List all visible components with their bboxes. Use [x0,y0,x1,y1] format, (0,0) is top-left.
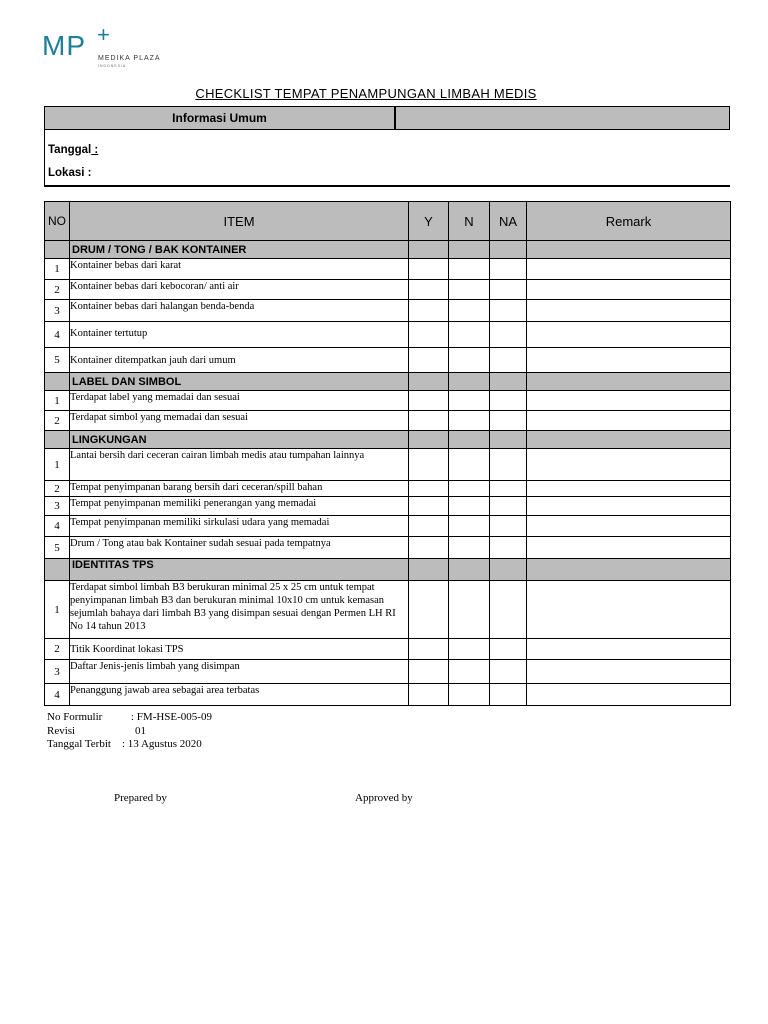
check-na[interactable] [490,516,527,537]
tanggal-field[interactable] [48,144,98,156]
table-row [45,449,731,481]
check-n[interactable] [449,259,490,280]
check-na[interactable] [490,322,527,348]
check-y[interactable] [409,322,449,348]
info-header [44,106,730,130]
row-item-text: Titik Koordinat lokasi TPS [70,639,409,660]
table-row [45,348,731,373]
check-n[interactable] [449,322,490,348]
logo-name: MEDIKA PLAZA [98,55,161,62]
remark-cell[interactable] [527,411,731,431]
check-y[interactable] [409,516,449,537]
row-number: 2 [45,481,70,497]
row-number: 3 [45,300,70,322]
checklist-table [44,201,731,706]
remark-cell[interactable] [527,449,731,481]
check-y[interactable] [409,660,449,684]
remark-cell[interactable] [527,537,731,559]
table-row [45,280,731,300]
check-na[interactable] [490,660,527,684]
col-header-y: Y [409,202,449,241]
check-n[interactable] [449,639,490,660]
check-na[interactable] [490,537,527,559]
info-header-label: Informasi Umum [45,107,396,129]
row-number: 1 [45,259,70,280]
check-n[interactable] [449,300,490,322]
remark-cell[interactable] [527,300,731,322]
row-number: 4 [45,684,70,706]
remark-cell[interactable] [527,497,731,516]
check-y[interactable] [409,639,449,660]
check-na[interactable] [490,449,527,481]
remark-cell[interactable] [527,348,731,373]
check-y[interactable] [409,300,449,322]
row-item-text: Terdapat label yang memadai dan sesuai [70,391,409,411]
section-row [45,373,731,391]
check-y[interactable] [409,411,449,431]
check-na[interactable] [490,684,527,706]
section-row [45,431,731,449]
row-item-text: Tempat penyimpanan memiliki sirkulasi udara yang memadai [70,516,409,537]
row-number: 5 [45,537,70,559]
table-header-row [45,202,731,241]
remark-cell[interactable] [527,639,731,660]
logo-plus-icon: + [97,22,110,47]
col-header-item: ITEM [70,202,409,241]
row-item-text: Terdapat simbol yang memadai dan sesuai [70,411,409,431]
check-y[interactable] [409,497,449,516]
logo-mark: MP [42,30,86,61]
row-number: 2 [45,639,70,660]
check-na[interactable] [490,497,527,516]
table-row [45,537,731,559]
table-row [45,411,731,431]
check-n[interactable] [449,497,490,516]
check-n[interactable] [449,516,490,537]
table-row [45,660,731,684]
col-header-no: NO [45,202,70,241]
check-n[interactable] [449,660,490,684]
section-row [45,241,731,259]
check-y[interactable] [409,259,449,280]
remark-cell[interactable] [527,581,731,639]
table-row [45,481,731,497]
no-formulir-label: No Formulir [47,711,103,723]
check-na[interactable] [490,259,527,280]
lokasi-label: Lokasi : [48,167,92,179]
table-row [45,391,731,411]
col-header-remark: Remark [527,202,731,241]
check-n[interactable] [449,581,490,639]
lokasi-field[interactable] [48,167,91,179]
check-na[interactable] [490,639,527,660]
tanggal-label: Tanggal [48,144,92,156]
check-n[interactable] [449,481,490,497]
table-row [45,516,731,537]
check-na[interactable] [490,581,527,639]
row-item-text: Daftar Jenis-jenis limbah yang disimpan [70,660,409,684]
table-row [45,259,731,280]
check-n[interactable] [449,280,490,300]
check-n[interactable] [449,684,490,706]
table-row [45,322,731,348]
row-number: 2 [45,280,70,300]
tanggal-separator: : [91,144,99,156]
row-item-text: Kontainer bebas dari halangan benda-benda [70,300,409,322]
row-item-text: Lantai bersih dari ceceran cairan limbah medis atau tumpahan lainnya [70,449,409,481]
row-number: 1 [45,449,70,481]
tanggal-terbit-label: Tanggal Terbit [47,738,111,750]
check-y[interactable] [409,280,449,300]
row-number: 3 [45,497,70,516]
check-na[interactable] [490,411,527,431]
check-n[interactable] [449,411,490,431]
section-row [45,559,731,581]
row-number: 4 [45,322,70,348]
check-y[interactable] [409,391,449,411]
col-header-n: N [449,202,490,241]
row-item-text: Tempat penyimpanan memiliki penerangan yang memadai [70,497,409,516]
row-number: 1 [45,391,70,411]
check-na[interactable] [490,391,527,411]
section-title: DRUM / TONG / BAK KONTAINER [70,241,409,259]
remark-cell[interactable] [527,322,731,348]
table-row [45,581,731,639]
logo-subtitle: INDONESIA [98,64,127,68]
section-title: LABEL DAN SIMBOL [70,373,409,391]
remark-cell[interactable] [527,684,731,706]
check-n[interactable] [449,449,490,481]
row-number: 2 [45,411,70,431]
row-item-text: Tempat penyimpanan barang bersih dari ceceran/spill bahan [70,481,409,497]
revisi-label: Revisi [47,724,76,737]
no-formulir-value: : FM-HSE-005-09 [131,711,212,723]
check-y[interactable] [409,449,449,481]
check-n[interactable] [449,348,490,373]
check-y[interactable] [409,537,449,559]
col-header-na: NA [490,202,527,241]
check-na[interactable] [490,481,527,497]
info-section [44,106,730,187]
section-title: LINGKUNGAN [70,431,409,449]
check-y[interactable] [409,581,449,639]
check-y[interactable] [409,684,449,706]
remark-cell[interactable] [527,259,731,280]
table-row [45,639,731,660]
check-na[interactable] [490,280,527,300]
remark-cell[interactable] [527,516,731,537]
row-item-text: Drum / Tong atau bak Kontainer sudah sesuai pada tempatnya [70,537,409,559]
remark-cell[interactable] [527,391,731,411]
check-y[interactable] [409,348,449,373]
table-row [45,300,731,322]
row-item-text: Kontainer bebas dari kebocoran/ anti air [70,280,409,300]
revisi-value: 01 [135,724,146,737]
section-title: IDENTITAS TPS [70,559,409,581]
row-item-text: Penanggung jawab area sebagai area terbatas [70,684,409,706]
remark-cell[interactable] [527,280,731,300]
remark-cell[interactable] [527,481,731,497]
row-item-text: Kontainer tertutup [70,322,409,348]
info-header-blank [396,107,729,129]
row-number: 1 [45,581,70,639]
check-na[interactable] [490,348,527,373]
row-item-text: Kontainer ditempatkan jauh dari umum [70,348,409,373]
row-item-text: Terdapat simbol limbah B3 berukuran minimal 25 x 25 cm untuk tempat penyimpanan limbah B3 dan berukuran minimal 10x10 cm untuk kemasan sejumlah bahaya dari limbah B3 yang disimpan sesuai dengan Permen LH RI No 14 tahun 2013 [70,581,409,639]
company-logo [42,22,182,68]
prepared-by-label: Prepared by [114,792,167,804]
info-body [44,130,730,187]
row-number: 4 [45,516,70,537]
check-y[interactable] [409,481,449,497]
tanggal-terbit-value: : 13 Agustus 2020 [122,738,202,750]
row-number: 3 [45,660,70,684]
check-n[interactable] [449,391,490,411]
remark-cell[interactable] [527,660,731,684]
approved-by-label: Approved by [355,792,413,804]
check-n[interactable] [449,537,490,559]
document-title: CHECKLIST TEMPAT PENAMPUNGAN LIMBAH MEDIS [195,86,537,101]
check-na[interactable] [490,300,527,322]
row-number: 5 [45,348,70,373]
row-item-text: Kontainer bebas dari karat [70,259,409,280]
table-row [45,684,731,706]
table-row [45,497,731,516]
